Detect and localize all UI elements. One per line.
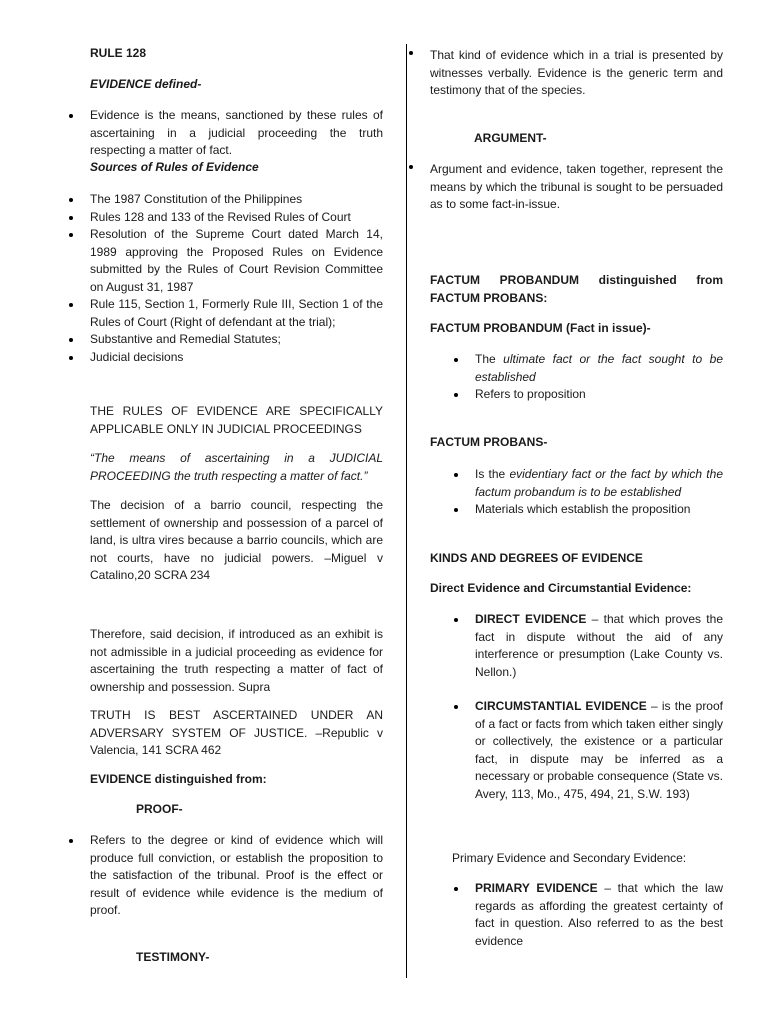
factum-heading: FACTUM PROBANDUM distinguished from FACTUM PROBANS: — [430, 273, 723, 305]
probandum-heading: FACTUM PROBANDUM (Fact in issue)- — [430, 321, 651, 335]
sources-list — [90, 191, 383, 366]
probans-heading: FACTUM PROBANS- — [430, 435, 548, 449]
bullet-icon — [454, 618, 458, 622]
list-item — [475, 351, 723, 386]
bullet-icon — [69, 839, 73, 843]
bullet-icon — [454, 473, 458, 477]
circumstantial-evidence-text: – is the proof of a fact or facts from which taken either singly or collectively, the existence or a particular fact, in dispute may be inferred as a necessary or probable consequence (State vs. Avery, 113, Mo., 475, 494, 21, S.W. 193) — [475, 699, 723, 801]
bullet-icon — [69, 216, 73, 220]
list-item — [90, 331, 383, 349]
list-item — [475, 386, 723, 404]
source-text: The 1987 Constitution of the Philippines — [90, 192, 303, 206]
source-text: Judicial decisions — [90, 349, 184, 364]
source-text: Rules 128 and 133 of the Revised Rules of Court — [90, 209, 351, 224]
bullet-icon — [454, 705, 458, 709]
testimony-text: That kind of evidence which in a trial is presented by witnesses verbally. Evidence is the generic term and testimony that of the species. — [430, 48, 723, 97]
bullet-icon — [69, 303, 73, 307]
bullet-icon — [454, 508, 458, 512]
source-text: Substantive and Remedial Statutes; — [90, 332, 281, 346]
proof-text: Refers to the degree or kind of evidence which will produce full conviction, or establish the proposition to the satisfaction of the tribunal. Proof is the effect or result of evidence while evidence is the medium of proof. — [90, 833, 383, 917]
probandum-list — [475, 351, 723, 404]
list-item — [90, 296, 383, 331]
proof-item — [90, 832, 383, 920]
source-text: Resolution of the Supreme Court dated March 14, 1989 approving the Proposed Rules on Evidence submitted by the Rules of Court Revision Committee on August 31, 1987 — [90, 227, 383, 294]
bullet-icon — [409, 51, 413, 55]
bullet-icon — [409, 165, 413, 169]
column-divider — [406, 44, 407, 978]
bullet-icon — [69, 233, 73, 237]
item-text: The — [475, 352, 504, 366]
primary-secondary-heading: Primary Evidence and Secondary Evidence: — [452, 851, 687, 865]
evidence-definition-item — [90, 107, 383, 160]
primary-evidence-term: PRIMARY EVIDENCE — [475, 881, 598, 895]
list-item — [90, 209, 383, 227]
list-item — [90, 349, 383, 367]
bullet-icon — [69, 114, 73, 118]
bullet-icon — [454, 887, 458, 891]
therefore-paragraph: Therefore, said decision, if introduced as an exhibit is not admissible in a judicial proceeding as evidence for ascertaining the truth respecting a matter of fact of ownership and possession. Supra — [90, 627, 383, 694]
argument-item — [430, 161, 723, 214]
truth-paragraph: TRUTH IS BEST ASCERTAINED UNDER AN ADVERSARY SYSTEM OF JUSTICE. –Republic v Valencia, 141 SCRA 462 — [90, 708, 383, 757]
direct-evidence-text: – that which proves the fact in dispute without the aid of any interference or presumption (Lake County vs. Nellon.) — [475, 612, 723, 679]
bullet-icon — [69, 198, 73, 202]
definition-quote: “The means of ascertaining in a JUDICIAL PROCEEDING the truth respecting a matter of fact.” — [90, 451, 383, 483]
item-text: Refers to proposition — [475, 387, 586, 401]
direct-evidence-term: DIRECT EVIDENCE — [475, 612, 587, 626]
item-emphasis: evidentiary fact or the fact by which the factum probandum is to be established — [475, 467, 723, 499]
distinguished-heading: EVIDENCE distinguished from: — [90, 772, 267, 786]
bullet-icon — [454, 393, 458, 397]
bullet-icon — [69, 338, 73, 342]
list-item — [475, 466, 723, 501]
argument-heading: ARGUMENT- — [474, 131, 547, 145]
evidence-definition-text: Evidence is the means, sanctioned by these rules of ascertaining in a judicial proceeding the truth respecting a matter of fact. — [90, 108, 383, 157]
evidence-defined-heading: EVIDENCE defined- — [90, 77, 202, 91]
rule-heading: RULE 128 — [90, 46, 147, 60]
source-text: Rule 115, Section 1, Formerly Rule III, Section 1 of the Rules of Court (Right of defendant at the trial); — [90, 297, 383, 329]
proof-heading: PROOF- — [136, 802, 183, 816]
direct-circumstantial-heading: Direct Evidence and Circumstantial Evidence: — [430, 581, 692, 595]
item-text: Is the — [475, 467, 510, 481]
list-item — [90, 191, 383, 209]
testimony-heading: TESTIMONY- — [136, 950, 210, 964]
circumstantial-evidence-item — [475, 698, 723, 803]
direct-evidence-item — [475, 611, 723, 681]
item-emphasis: ultimate fact or the fact sought to be established — [475, 352, 723, 384]
bullet-icon — [454, 358, 458, 362]
circumstantial-evidence-term: CIRCUMSTANTIAL EVIDENCE — [475, 699, 647, 713]
argument-text: Argument and evidence, taken together, represent the means by which the tribunal is sought to be persuaded as to some fact-in-issue. — [430, 162, 723, 211]
primary-evidence-text: – that which the law regards as affording the greatest certainty of fact in question. Also referred to as the best evidence — [475, 881, 724, 948]
bullet-icon — [69, 356, 73, 360]
probans-list — [475, 466, 723, 519]
item-text: Materials which establish the proposition — [475, 502, 691, 516]
kinds-heading: KINDS AND DEGREES OF EVIDENCE — [430, 551, 643, 565]
sources-heading: Sources of Rules of Evidence — [90, 160, 259, 174]
barrio-council-paragraph: The decision of a barrio council, respecting the settlement of ownership and possession of a parcel of land, is ultra vires because a barrio councils, which are not courts, have no judicial powers. –Miguel v Catalino,20 SCRA 234 — [90, 498, 383, 582]
rules-applicable-heading: THE RULES OF EVIDENCE ARE SPECIFICALLY APPLICABLE ONLY IN JUDICIAL PROCEEDINGS — [90, 404, 383, 436]
list-item — [90, 226, 383, 296]
testimony-item — [430, 47, 723, 100]
primary-evidence-item — [475, 880, 723, 950]
list-item — [475, 501, 723, 519]
